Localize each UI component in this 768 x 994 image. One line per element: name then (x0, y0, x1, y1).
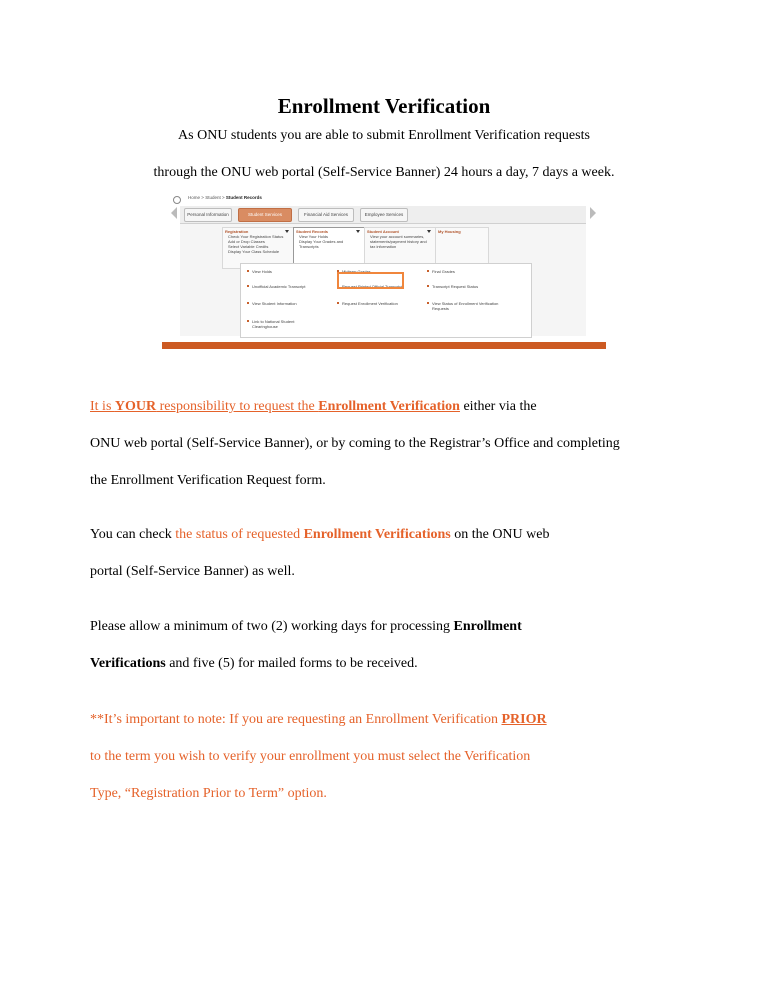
menu-col-student-records: Student Records View Your Holds Display Your Grades and Transcripts (293, 227, 365, 269)
scroll-left-icon (171, 207, 177, 219)
tab-student-services: Student Services (238, 208, 292, 222)
tab-employee-services: Employee Services (360, 208, 408, 222)
link-view-student-information: View Student Information (247, 301, 297, 306)
paragraph-4-line-3: Type, “Registration Prior to Term” option. (90, 786, 327, 801)
intro-line-2: through the ONU web portal (Self-Service Banner) 24 hours a day, 7 days a week. (153, 165, 615, 180)
intro-line-1: As ONU students you are able to submit Enrollment Verification requests (178, 128, 590, 143)
paragraph-2-line-1: You can check the status of requested Enrollment Verifications on the ONU web (90, 527, 550, 542)
paragraph-4-line-1: **It’s important to note: If you are requesting an Enrollment Verification PRIOR (90, 712, 547, 727)
link-transcript-request-status: Transcript Request Status (427, 284, 478, 289)
chevron-down-icon (285, 230, 289, 233)
link-request-enrollment-verification: Request Enrollment Verification (337, 301, 398, 306)
link-final-grades: Final Grades (427, 269, 455, 274)
page-title: Enrollment Verification (277, 94, 491, 118)
link-midterm-grades: Midterm Grades (337, 269, 371, 274)
link-request-printed-transcript: Request Printed Official Transcript (337, 284, 403, 289)
portal-menu (180, 224, 586, 336)
paragraph-1-line-1: It is YOUR responsibility to request the Enrollment Verification either via the (90, 399, 537, 414)
paragraph-4-line-2: to the term you wish to verify your enrollment you must select the Verification (90, 749, 531, 764)
tab-personal-information: Personal Information (184, 208, 232, 222)
paragraph-3-line-2: Verifications and five (5) for mailed forms to be received. (90, 656, 418, 671)
link-view-status-enrollment-verification: View Status of Enrollment Verification Requests (427, 301, 512, 311)
menu-col-registration: Registration Check Your Registration Status Add or Drop Classes Select Variable Credits Display Your Class Schedule (222, 227, 294, 269)
breadcrumb: Home > Student > Student Records (188, 195, 262, 200)
highlight-box (337, 272, 404, 289)
link-view-holds: View Holds (247, 269, 272, 274)
link-national-student-clearinghouse: Link to National Student Clearinghouse (247, 319, 316, 329)
paragraph-2-line-2: portal (Self-Service Banner) as well. (90, 564, 295, 579)
scroll-right-icon (590, 207, 596, 219)
chevron-down-icon (356, 230, 360, 233)
portal-screenshot (162, 194, 606, 350)
chevron-down-icon (427, 230, 431, 233)
paragraph-1-line-2: ONU web portal (Self-Service Banner), or by coming to the Registrar’s Office and completing (90, 436, 620, 451)
tab-financial-aid: Financial Aid Services (298, 208, 354, 222)
paragraph-3-line-1: Please allow a minimum of two (2) working days for processing Enrollment (90, 619, 522, 634)
portal-tabs (180, 206, 586, 224)
menu-col-my-housing: My Housing (435, 227, 489, 269)
home-icon (173, 196, 181, 204)
paragraph-1-line-3: the Enrollment Verification Request form. (90, 473, 326, 488)
link-unofficial-transcript: Unofficial Academic Transcript (247, 284, 306, 289)
portal-footer-bar (162, 342, 606, 349)
menu-col-student-account: Student Account View your account summaries, statements/payment history and tax information (364, 227, 436, 269)
